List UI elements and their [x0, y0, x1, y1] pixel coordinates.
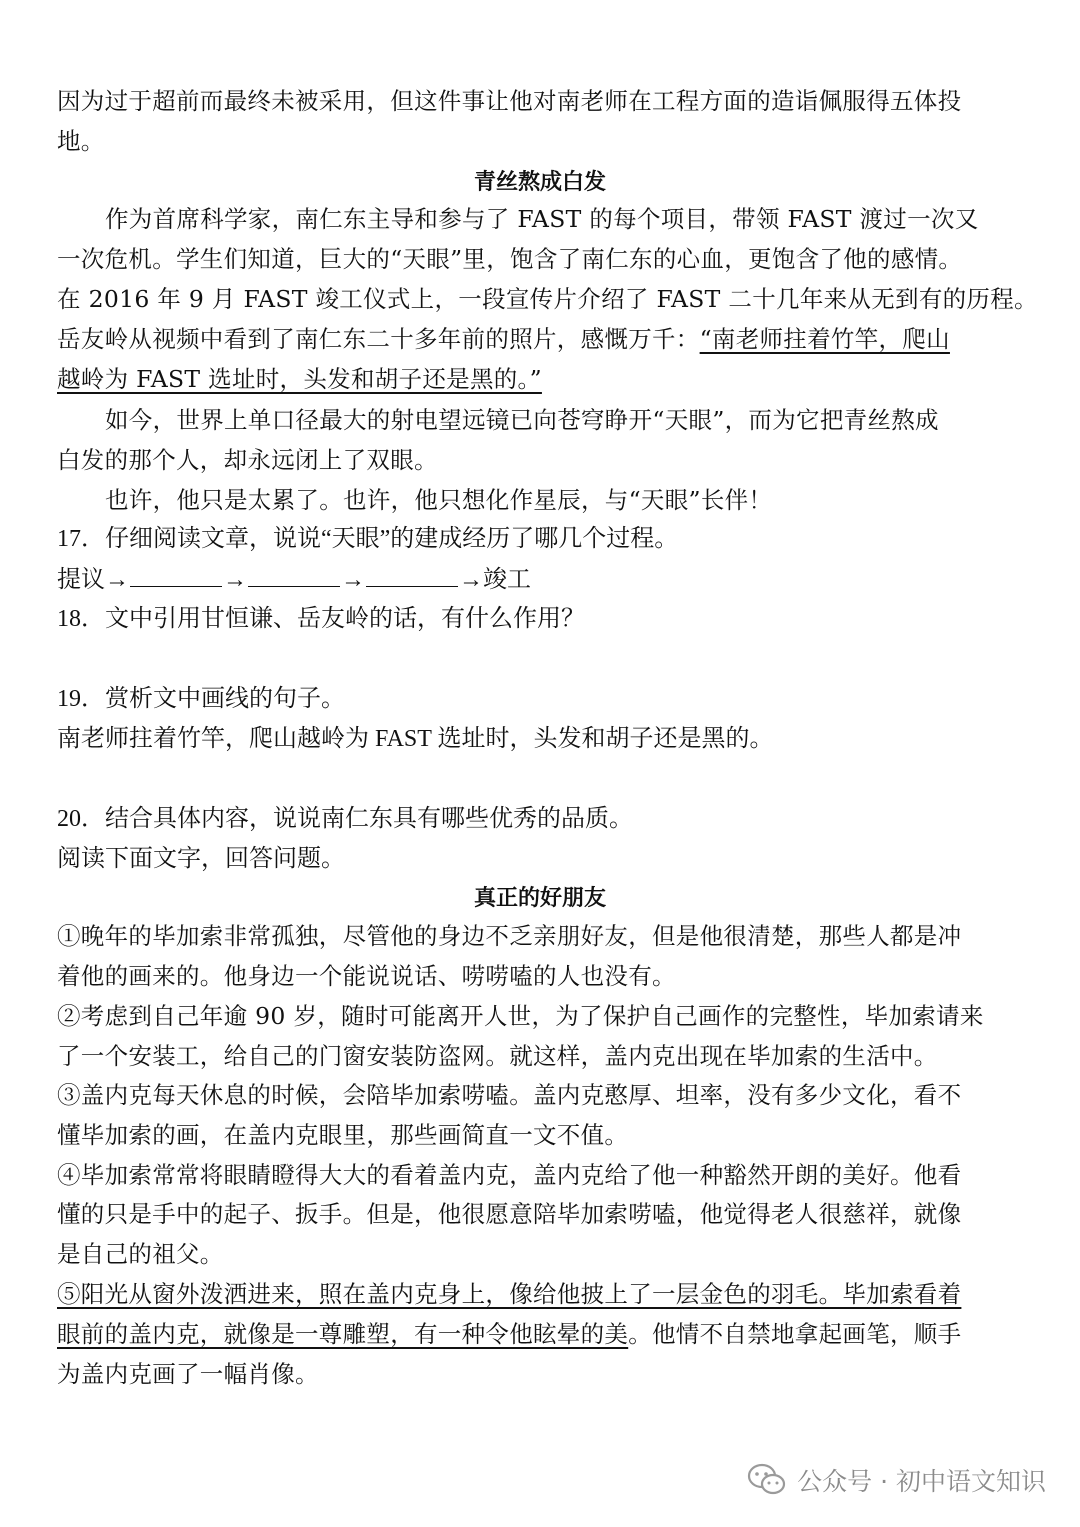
- text-line: [57, 1319, 1023, 1349]
- question-19-sentence: 南老师拄着竹竿，爬山越岭为 FAST 选址时，头发和胡子还是黑的。: [57, 726, 774, 752]
- answer-start: 提议→: [57, 567, 129, 593]
- text-line: ④毕加索常常将眼睛瞪得大大的看着盖内克，盖内克给了他一种豁然开朗的美好。他看: [57, 1161, 962, 1189]
- arrow: →: [223, 567, 247, 593]
- text-segment: 。他情不自禁地拿起画笔，顺手: [628, 1320, 962, 1348]
- wechat-icon: [747, 1463, 787, 1497]
- text-line: 一次危机。学生们知道，巨大的“天眼”里，饱含了南仁东的心血，更饱含了他的感情。: [57, 245, 963, 273]
- text-line: 如今，世界上单口径最大的射电望远镜已向苍穹睁开“天眼”，而为它把青丝熬成: [105, 406, 939, 434]
- underlined-sentence: 眼前的盖内克，就像是一尊雕塑，有一种令他眩晕的美: [57, 1320, 629, 1348]
- question-17-answer: [57, 564, 1023, 594]
- question-17: 17．仔细阅读文章，说说“天眼”的建成经历了哪几个过程。: [57, 526, 679, 552]
- text-segment: 岳友岭从视频中看到了南仁东二十多年前的照片，感慨万千：: [57, 325, 700, 353]
- answer-blank[interactable]: [248, 564, 340, 587]
- text-line: ①晚年的毕加索非常孤独，尽管他的身边不乏亲朋好友，但是他很清楚，那些人都是冲: [57, 922, 962, 950]
- text-line: 为盖内克画了一幅肖像。: [57, 1360, 319, 1388]
- text-line: 因为过于超前而最终未被采用，但这件事让他对南老师在工程方面的造诣佩服得五体投: [57, 87, 962, 115]
- question-19: 19．赏析文中画线的句子。: [57, 686, 345, 712]
- text-line: 懂毕加索的画，在盖内克眼里，那些画简直一文不值。: [57, 1121, 629, 1149]
- text-line: [57, 1279, 1023, 1309]
- answer-blank[interactable]: [130, 564, 222, 587]
- underlined-sentence: ⑤阳光从窗外泼洒进来，照在盖内克身上，像给他披上了一层金色的羽毛。毕加索看着: [57, 1280, 962, 1308]
- answer-blank[interactable]: [366, 564, 458, 587]
- text-line: 白发的那个人，却永远闭上了双眼。: [57, 446, 438, 474]
- question-18: 18．文中引用甘恒谦、岳友岭的话，有什么作用？: [57, 606, 585, 632]
- text-line: [57, 324, 1023, 354]
- text-line: 地。: [57, 127, 105, 155]
- reading-instruction: 阅读下面文字，回答问题。: [57, 846, 345, 872]
- text-line: ③盖内克每天休息的时候，会陪毕加索唠嗑。盖内克憨厚、坦率，没有多少文化，看不: [57, 1081, 962, 1109]
- text-line: [57, 364, 1023, 394]
- text-line: 也许，他只是太累了。也许，他只想化作星辰，与“天眼”长伴！: [105, 486, 773, 514]
- watermark: [747, 1458, 1046, 1502]
- answer-end: →竣工: [459, 567, 531, 593]
- watermark-text: 公众号 · 初中语文知识: [797, 1467, 1046, 1496]
- underlined-sentence: “南老师拄着竹竿，爬山: [699, 325, 950, 353]
- text-line: 着他的画来的。他身边一个能说说话、唠唠嗑的人也没有。: [57, 962, 676, 990]
- question-20: 20．结合具体内容，说说南仁东具有哪些优秀的品质。: [57, 806, 633, 832]
- text-line: 作为首席科学家，南仁东主导和参与了 FAST 的每个项目，带领 FAST 渡过一次又: [105, 205, 979, 233]
- text-line: ②考虑到自己年逾 90 岁，随时可能离开人世，为了保护自己画作的完整性，毕加索请来: [57, 1002, 984, 1030]
- section-title: 青丝熬成白发: [473, 169, 606, 195]
- text-line: 在 2016 年 9 月 FAST 竣工仪式上，一段宣传片介绍了 FAST 二十几年来从无到有的历程。: [57, 285, 1038, 313]
- passage-title: 真正的好朋友: [473, 885, 606, 911]
- text-line: 懂的只是手中的起子、扳手。但是，他很愿意陪毕加索唠嗑，他觉得老人很慈祥，就像: [57, 1200, 962, 1228]
- text-line: 了一个安装工，给自己的门窗安装防盗网。就这样，盖内克出现在毕加索的生活中。: [57, 1042, 938, 1070]
- underlined-sentence: 越岭为 FAST 选址时，头发和胡子还是黑的。”: [57, 365, 542, 393]
- arrow: →: [341, 567, 365, 593]
- text-line: 是自己的祖父。: [57, 1240, 224, 1268]
